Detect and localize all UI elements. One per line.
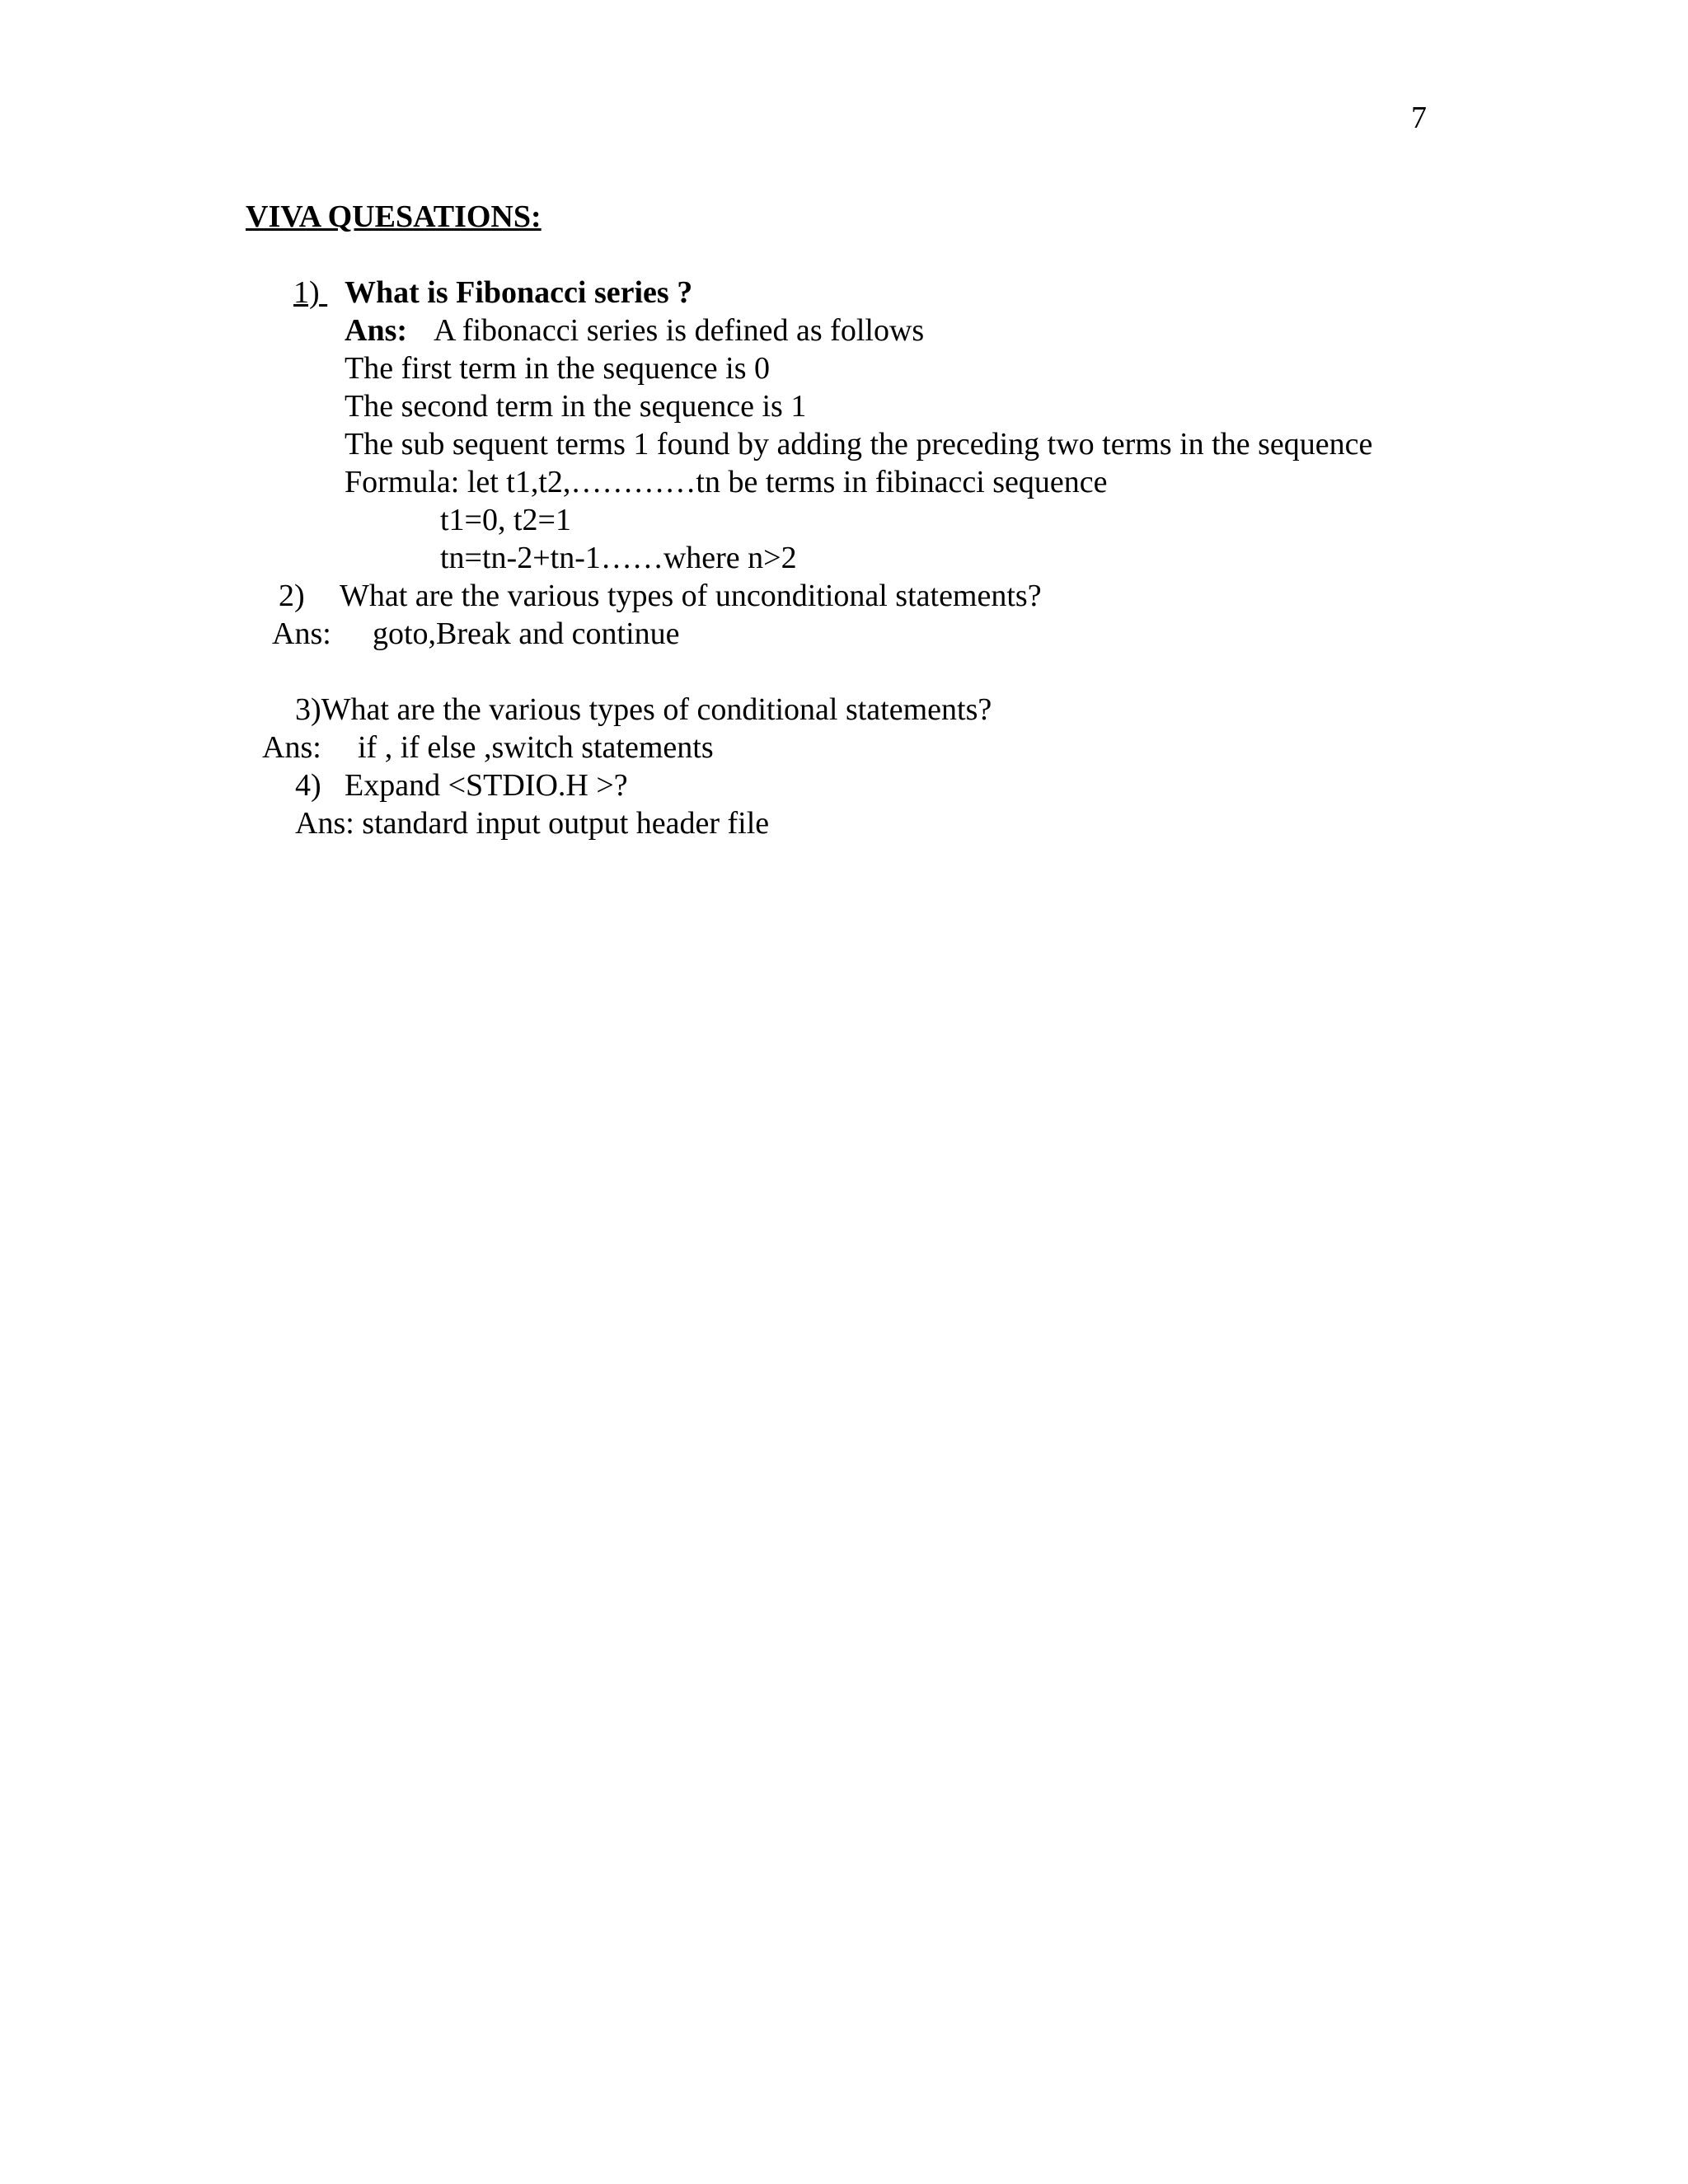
q1-line-first-term: The first term in the sequence is 0 — [345, 351, 771, 386]
q2-ans-label: Ans: — [272, 616, 331, 651]
q1-line-initial: t1=0, t2=1 — [440, 503, 571, 537]
q1-line-recurrence: tn=tn-2+tn-1……where n>2 — [440, 541, 797, 575]
q1-number-text: 1) — [293, 275, 320, 310]
q1-question: What is Fibonacci series ? — [345, 275, 693, 310]
q1-line-formula: Formula: let t1,t2,…………tn be terms in fibinacci sequence — [345, 465, 1108, 499]
page-number: 7 — [1411, 101, 1427, 135]
q2-number: 2) — [279, 579, 305, 613]
q4-answer: Ans: standard input output header file — [295, 806, 770, 841]
q3-question: 3)What are the various types of conditional statements? — [295, 692, 992, 727]
q2-ans-text: goto,Break and continue — [373, 616, 680, 651]
q2-question: What are the various types of unconditional statements? — [340, 579, 1042, 613]
page-title: VIVA QUESATIONS: — [246, 199, 542, 234]
q3-ans-label: Ans: — [262, 730, 321, 765]
q1-ans-text: A fibonacci series is defined as follows — [434, 313, 925, 348]
q1-ans-label: Ans: — [345, 313, 408, 348]
q3-ans-text: if , if else ,switch statements — [358, 730, 714, 765]
q4-number: 4) — [295, 768, 321, 803]
q4-question: Expand <STDIO.H >? — [345, 768, 628, 803]
q1-line-second-term: The second term in the sequence is 1 — [345, 389, 807, 424]
q1-number — [293, 274, 327, 312]
q1-line-subsequent: The sub sequent terms 1 found by adding the preceding two terms in the sequence — [345, 427, 1373, 462]
q1-underline-gap — [320, 275, 328, 310]
